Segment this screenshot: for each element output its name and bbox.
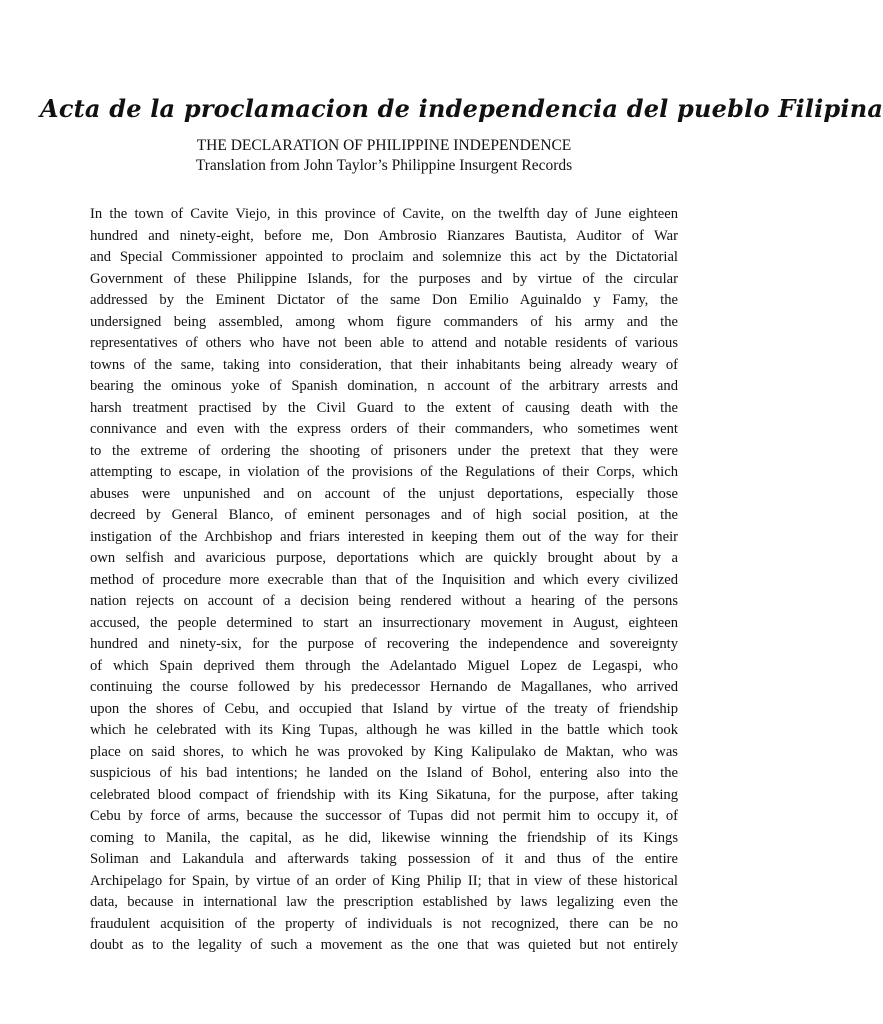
body-line: undersigned being assembled, among whom figure commanders of his army and the [90,313,678,330]
body-line: connivance and even with the express orders of their commanders, who sometimes went [90,421,678,437]
body-line: upon the shores of Cebu, and occupied that Island by virtue of the treaty of friendship [90,700,678,717]
body-line: place on said shores, to which he was provoked by King Kalipulako de Maktan, who was [90,743,678,760]
document-source-line: Translation from John Taylor’s Philippine Insurgent Records [195,157,573,174]
body-line: to the extreme of ordering the shooting of prisoners under the pretext that they were [90,442,678,459]
body-line: representatives of others who have not been able to attend and notable residents of various [90,335,678,351]
body-line: bearing the ominous yoke of Spanish domination, n account of the arbitrary arrests and [90,378,678,394]
body-line: Cebu by force of arms, because the successor of Tupas did not permit him to occupy it, of [90,808,678,824]
body-line: celebrated blood compact of friendship with its King Sikatuna, for the purpose, after taking [90,786,678,803]
body-line: abuses were unpunished and on account of the unjust deportations, especially those [90,485,678,502]
body-line: coming to Manila, the capital, as he did, likewise winning the friendship of its Kings [90,829,678,846]
body-line: of which Spain deprived them through the Adelantado Miguel Lopez de Legaspi, who [90,657,678,674]
body-line: suspicious of his bad intentions; he landed on the Island of Bohol, entering also into the [90,765,678,781]
body-line: data, because in international law the prescription established by laws legalizing even the [90,894,678,910]
body-line: hundred and ninety-six, for the purpose of recovering the independence and sovereignty [90,636,678,652]
document-title: Acta de la proclamacion de independencia del pueblo Filipina [40,94,883,123]
body-line: which he celebrated with its King Tupas, although he was killed in the battle which took [90,722,678,738]
body-line: accused, the people determined to start an insurrectionary movement in August, eighteen [90,614,678,631]
body-line: Soliman and Lakandula and afterwards taking possession of it and thus of the entire [90,851,678,867]
body-line: attempting to escape, in violation of the provisions of the Regulations of their Corps, which [90,464,678,480]
body-paragraph [90,204,678,957]
body-line: decreed by General Blanco, of eminent personages and of high social position, at the [90,507,678,523]
body-line: fraudulent acquisition of the property of individuals is not recognized, there can be no [90,915,678,932]
document-subtitle: THE DECLARATION OF PHILIPPINE INDEPENDENCE [196,137,572,154]
body-line: hundred and ninety-eight, before me, Don Ambrosio Rianzares Bautista, Auditor of War [90,227,678,244]
body-line: Archipelago for Spain, by virtue of an order of King Philip II; that in view of these historical [90,872,678,889]
body-line: towns of the same, taking into consideration, that their inhabitants being already weary of [90,356,678,373]
body-line: harsh treatment practised by the Civil Guard to the extent of causing death with the [90,399,678,416]
body-line: In the town of Cavite Viejo, in this province of Cavite, on the twelfth day of June eighteen [90,206,678,222]
body-line: addressed by the Eminent Dictator of the same Don Emilio Aguinaldo y Famy, the [90,292,678,308]
body-line: doubt as to the legality of such a movement as the one that was quieted but not entirely [90,937,678,953]
body-line: nation rejects on account of a decision being rendered without a hearing of the persons [90,593,678,609]
body-line: Government of these Philippine Islands, for the purposes and by virtue of the circular [90,270,678,287]
body-line: instigation of the Archbishop and friars interested in keeping them out of the way for their [90,528,678,545]
body-line: continuing the course followed by his predecessor Hernando de Magallanes, who arrived [90,679,678,695]
body-line: method of procedure more execrable than that of the Inquisition and which every civilized [90,571,678,588]
body-line: own selfish and avaricious purpose, deportations which are quickly brought about by a [90,550,678,566]
body-line: and Special Commissioner appointed to proclaim and solemnize this act by the Dictatorial [90,249,678,265]
